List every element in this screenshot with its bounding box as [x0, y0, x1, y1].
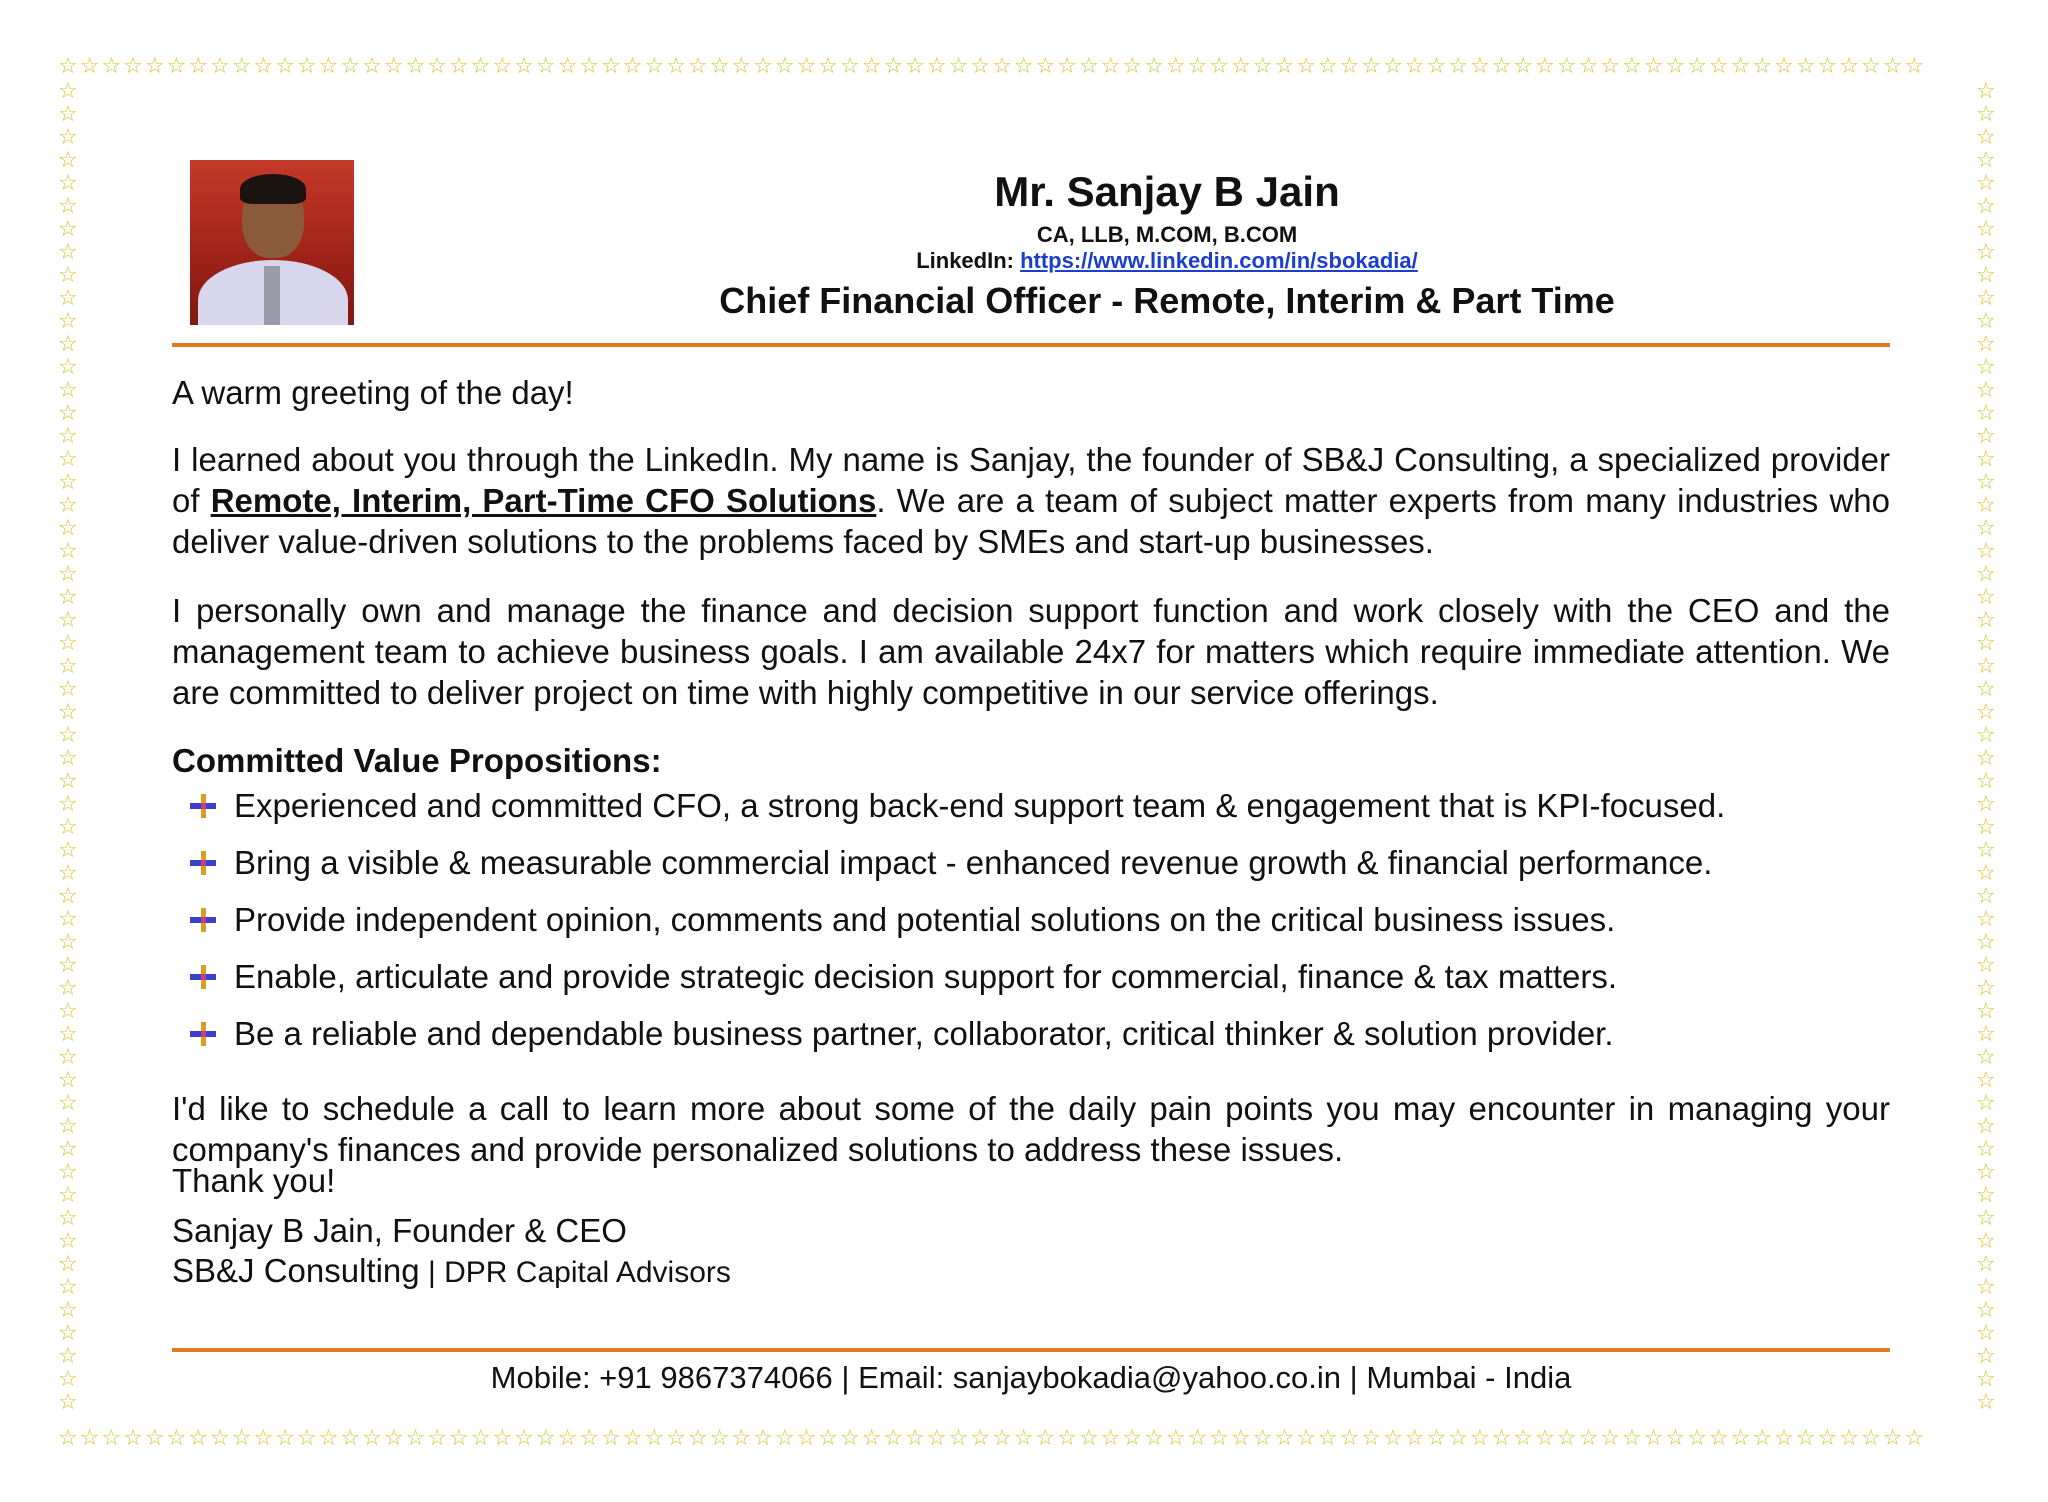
signature-separator: |	[419, 1256, 445, 1289]
paragraph-intro-b: . We are a team of subject matter experts from many industries who deliver value-driven solutions to the problems faced by SMEs and start-up businesses.	[172, 482, 1890, 560]
paragraph-function: I personally own and manage the finance and decision support function and work closely with the CEO and the management team to achieve business goals. I am available 24x7 for matters which require immediate attention. We are committed to deliver project on time with highly competitive in our service offerings.	[172, 592, 1890, 711]
paragraph-call: I'd like to schedule a call to learn more about some of the daily pain points you may encounter in managing your company's finances and provide personalized solutions to address these issues.	[172, 1090, 1890, 1168]
signature-partner: DPR Capital Advisors	[444, 1256, 731, 1289]
value-props-list	[182, 785, 1890, 1070]
thanks-line: Thank you!	[172, 1162, 336, 1199]
list-item	[182, 899, 1890, 956]
signature-company-name: SB&J Consulting	[172, 1252, 420, 1289]
value-props-heading: Committed Value Propositions:	[172, 742, 662, 779]
linkedin-label: LinkedIn:	[916, 248, 1021, 273]
signature-name: Sanjay B Jain, Founder & CEO	[172, 1212, 627, 1249]
linkedin-link[interactable]: https://www.linkedin.com/in/sbokadia/	[1020, 248, 1418, 273]
letter-card	[172, 160, 1890, 1395]
paragraph-intro	[172, 439, 1890, 562]
header-name: Mr. Sanjay B Jain	[994, 168, 1340, 215]
arrow-bullet-icon	[188, 907, 218, 933]
star-border-left: ☆☆☆☆☆☆☆☆☆☆☆☆☆☆☆☆☆☆☆☆☆☆☆☆☆☆☆☆☆☆☆☆☆☆☆☆☆☆☆☆☆☆☆☆☆☆☆☆☆☆☆☆☆☆☆☆☆☆	[58, 80, 78, 1415]
list-item	[182, 1013, 1890, 1070]
value-prop-text: Provide independent opinion, comments and potential solutions on the critical business issues.	[234, 901, 1616, 938]
divider-bottom	[172, 1348, 1890, 1352]
value-prop-text: Be a reliable and dependable business partner, collaborator, critical thinker & solution provider.	[234, 1015, 1614, 1052]
arrow-bullet-icon	[188, 1021, 218, 1047]
signature-company	[172, 1250, 1890, 1293]
header-role: Chief Financial Officer - Remote, Interim & Part Time	[719, 280, 1615, 321]
list-item	[182, 842, 1890, 899]
greeting: A warm greeting of the day!	[172, 374, 574, 411]
arrow-bullet-icon	[188, 793, 218, 819]
star-border-bottom: ☆☆☆☆☆☆☆☆☆☆☆☆☆☆☆☆☆☆☆☆☆☆☆☆☆☆☆☆☆☆☆☆☆☆☆☆☆☆☆☆☆☆☆☆☆☆☆☆☆☆☆☆☆☆☆☆☆☆☆☆☆☆☆☆☆☆☆☆☆☆☆☆☆☆☆☆☆☆☆☆☆☆☆☆☆☆	[58, 1428, 1927, 1451]
footer-contact: Mobile: +91 9867374066 | Email: sanjaybokadia@yahoo.co.in | Mumbai - India	[490, 1360, 1572, 1395]
value-prop-text: Bring a visible & measurable commercial impact - enhanced revenue growth & financial performance.	[234, 844, 1713, 881]
list-item	[182, 956, 1890, 1013]
header-qualifications: CA, LLB, M.COM, B.COM	[1036, 222, 1298, 247]
list-item	[182, 785, 1890, 842]
header-linkedin	[532, 248, 1802, 274]
value-prop-text: Experienced and committed CFO, a strong back-end support team & engagement that is KPI-focused.	[234, 787, 1726, 824]
value-prop-text: Enable, articulate and provide strategic decision support for commercial, finance & tax matters.	[234, 958, 1618, 995]
divider-top	[172, 343, 1890, 347]
arrow-bullet-icon	[188, 964, 218, 990]
star-border-right: ☆☆☆☆☆☆☆☆☆☆☆☆☆☆☆☆☆☆☆☆☆☆☆☆☆☆☆☆☆☆☆☆☆☆☆☆☆☆☆☆☆☆☆☆☆☆☆☆☆☆☆☆☆☆☆☆☆☆	[1976, 80, 1996, 1415]
star-border-top: ☆☆☆☆☆☆☆☆☆☆☆☆☆☆☆☆☆☆☆☆☆☆☆☆☆☆☆☆☆☆☆☆☆☆☆☆☆☆☆☆☆☆☆☆☆☆☆☆☆☆☆☆☆☆☆☆☆☆☆☆☆☆☆☆☆☆☆☆☆☆☆☆☆☆☆☆☆☆☆☆☆☆☆☆☆☆	[58, 56, 1927, 79]
cfo-solutions-link[interactable]: Remote, Interim, Part-Time CFO Solutions	[210, 482, 877, 519]
paragraph-intro-a: I learned about you through the LinkedIn. My name is Sanjay, the founder of SB&J Consulting, a specialized provider of	[172, 441, 1890, 519]
profile-photo	[190, 160, 354, 325]
arrow-bullet-icon	[188, 850, 218, 876]
